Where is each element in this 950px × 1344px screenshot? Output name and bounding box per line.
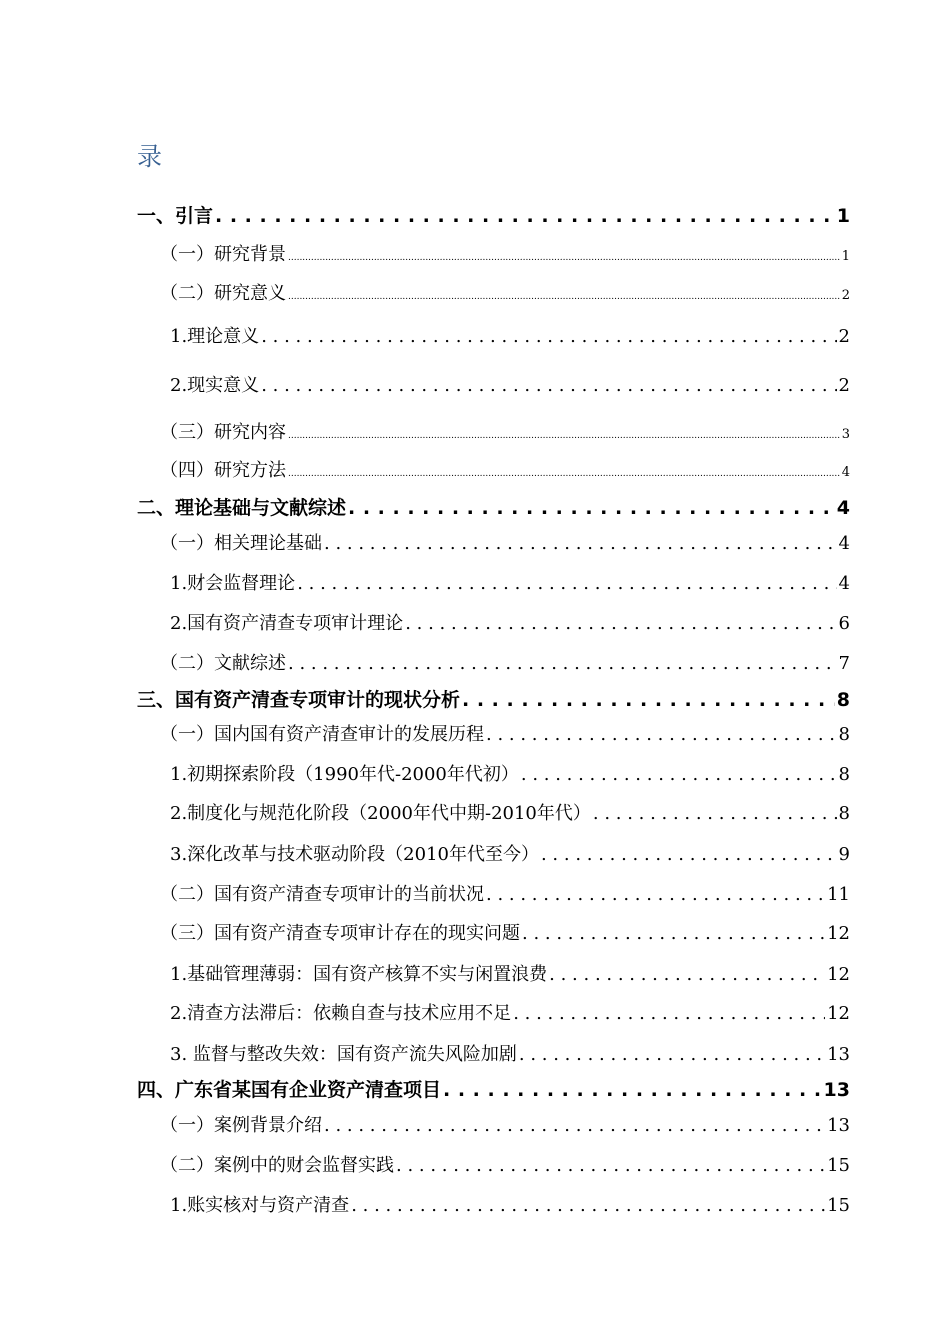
- dot-leader: [443, 1079, 822, 1101]
- toc-entry[interactable]: [170, 609, 850, 635]
- toc-entry[interactable]: [137, 201, 850, 228]
- toc-entry[interactable]: [160, 240, 850, 266]
- toc-entry[interactable]: [170, 1191, 850, 1217]
- toc-entry-page: 8: [836, 689, 850, 711]
- toc-entry[interactable]: [137, 493, 850, 520]
- toc-entry-title: 1.财会监督理论: [170, 573, 296, 594]
- dot-leader: [519, 1044, 825, 1065]
- dot-leader: [405, 613, 836, 634]
- dot-leader: [593, 803, 837, 824]
- toc-entry-title: 1.账实核对与资产清查: [170, 1195, 350, 1216]
- toc-entry-title: （二）国有资产清查专项审计的当前状况: [160, 884, 484, 905]
- toc-entry-title: 二、理论基础与文献综述: [137, 497, 347, 519]
- toc-entry-title: （二）研究意义: [160, 283, 286, 304]
- dot-leader: [396, 1155, 825, 1176]
- toc-entry-title: 2.制度化与规范化阶段（2000年代中期-2010年代）: [170, 803, 591, 824]
- toc-entry-title: 2.清查方法滞后：依赖自查与技术应用不足: [170, 1003, 512, 1024]
- toc-entry-page: 1: [841, 249, 850, 264]
- toc-entry-page: 11: [827, 884, 850, 905]
- toc-entry-title: 3. 监督与整改失效：国有资产流失风险加剧: [170, 1044, 517, 1065]
- toc-entry[interactable]: [160, 279, 850, 305]
- dot-leader: [549, 964, 825, 985]
- toc-entry-page: 13: [823, 1079, 850, 1101]
- dot-leader: [462, 689, 835, 711]
- toc-entry-page: 12: [827, 1003, 850, 1024]
- toc-entry-title: （一）案例背景介绍: [160, 1115, 322, 1136]
- toc-entry-page: 13: [827, 1115, 850, 1136]
- dot-leader: [288, 653, 837, 674]
- toc-entry-title: 四、广东省某国有企业资产清查项目: [137, 1079, 442, 1101]
- toc-entry-title: （三）研究内容: [160, 422, 286, 443]
- dot-leader: [288, 283, 840, 304]
- toc-entry[interactable]: [160, 529, 850, 555]
- toc-entry-page: 7: [838, 653, 850, 674]
- dot-leader: [486, 884, 825, 905]
- toc-entry-title: （一）研究背景: [160, 244, 286, 265]
- toc-entry-page: 4: [841, 465, 850, 480]
- toc-entry-page: 13: [827, 1044, 850, 1065]
- toc-entry-page: 15: [827, 1195, 850, 1216]
- toc-entry[interactable]: [137, 1075, 850, 1102]
- toc-entry[interactable]: [160, 919, 850, 945]
- toc-entry-page: 1: [836, 205, 850, 227]
- dot-leader: [486, 724, 837, 745]
- toc-entry-page: 4: [838, 573, 850, 594]
- toc-entry-page: 8: [838, 724, 850, 745]
- toc-entry-title: 1.基础管理薄弱：国有资产核算不实与闲置浪费: [170, 964, 548, 985]
- toc-entry[interactable]: [170, 999, 850, 1025]
- toc-entry-page: 8: [838, 803, 850, 824]
- toc-entry[interactable]: [170, 760, 850, 786]
- toc-entry-title: （四）研究方法: [160, 460, 286, 481]
- dot-leader: [261, 375, 836, 396]
- toc-entry[interactable]: [170, 322, 850, 348]
- toc-entry-page: 4: [836, 497, 850, 519]
- toc-entry-title: （三）国有资产清查专项审计存在的现实问题: [160, 923, 520, 944]
- toc-entry-title: 一、引言: [137, 205, 214, 227]
- dot-leader: [351, 1195, 825, 1216]
- toc-entry-title: 1.理论意义: [170, 326, 260, 347]
- toc-entry[interactable]: [170, 799, 850, 825]
- toc-entry-title: 2.现实意义: [170, 375, 260, 396]
- dot-leader: [288, 244, 840, 265]
- toc-entry[interactable]: [137, 685, 850, 712]
- toc-entry-title: 2.国有资产清查专项审计理论: [170, 613, 404, 634]
- dot-leader: [324, 1115, 825, 1136]
- toc-entry-page: 3: [841, 427, 850, 442]
- toc-entry[interactable]: [160, 720, 850, 746]
- dot-leader: [348, 497, 835, 519]
- dot-leader: [522, 923, 825, 944]
- dot-leader: [513, 1003, 825, 1024]
- dot-leader: [297, 573, 836, 594]
- toc-entry[interactable]: [160, 1111, 850, 1137]
- toc-entry-page: 8: [838, 764, 850, 785]
- toc-entry-title: （一）国内国有资产清查审计的发展历程: [160, 724, 484, 745]
- toc-heading: 录: [137, 142, 163, 171]
- toc-entry[interactable]: [160, 456, 850, 482]
- toc-entry-title: 三、国有资产清查专项审计的现状分析: [137, 689, 461, 711]
- dot-leader: [288, 460, 840, 481]
- toc-entry-page: 9: [838, 844, 850, 865]
- toc-entry-page: 4: [838, 533, 850, 554]
- dot-leader: [541, 844, 837, 865]
- toc-entry-title: （二）案例中的财会监督实践: [160, 1155, 394, 1176]
- toc-entry[interactable]: [160, 1151, 850, 1177]
- dot-leader: [521, 764, 837, 785]
- toc-entry[interactable]: [170, 569, 850, 595]
- toc-entry-page: 12: [827, 923, 850, 944]
- dot-leader: [324, 533, 837, 554]
- toc-entry-title: 3.深化改革与技术驱动阶段（2010年代至今）: [170, 844, 539, 865]
- toc-entry-title: 1.初期探索阶段（1990年代-2000年代初）: [170, 764, 519, 785]
- toc-entry-title: （二）文献综述: [160, 653, 286, 674]
- toc-entry[interactable]: [160, 649, 850, 675]
- toc-entry-page: 6: [838, 613, 850, 634]
- toc-entry-page: 2: [841, 288, 850, 303]
- toc-entry-page: 2: [838, 375, 850, 396]
- toc-entry[interactable]: [170, 371, 850, 397]
- toc-entry[interactable]: [170, 840, 850, 866]
- toc-entry-page: 12: [827, 964, 850, 985]
- toc-entry[interactable]: [160, 418, 850, 444]
- dot-leader: [261, 326, 836, 347]
- toc-entry-page: 15: [827, 1155, 850, 1176]
- toc-entry-page: 2: [838, 326, 850, 347]
- dot-leader: [215, 205, 835, 227]
- toc-entry[interactable]: [170, 1040, 850, 1066]
- toc-entry-title: （一）相关理论基础: [160, 533, 322, 554]
- toc-entry[interactable]: [160, 880, 850, 906]
- dot-leader: [288, 422, 840, 443]
- toc-entry[interactable]: [170, 960, 850, 986]
